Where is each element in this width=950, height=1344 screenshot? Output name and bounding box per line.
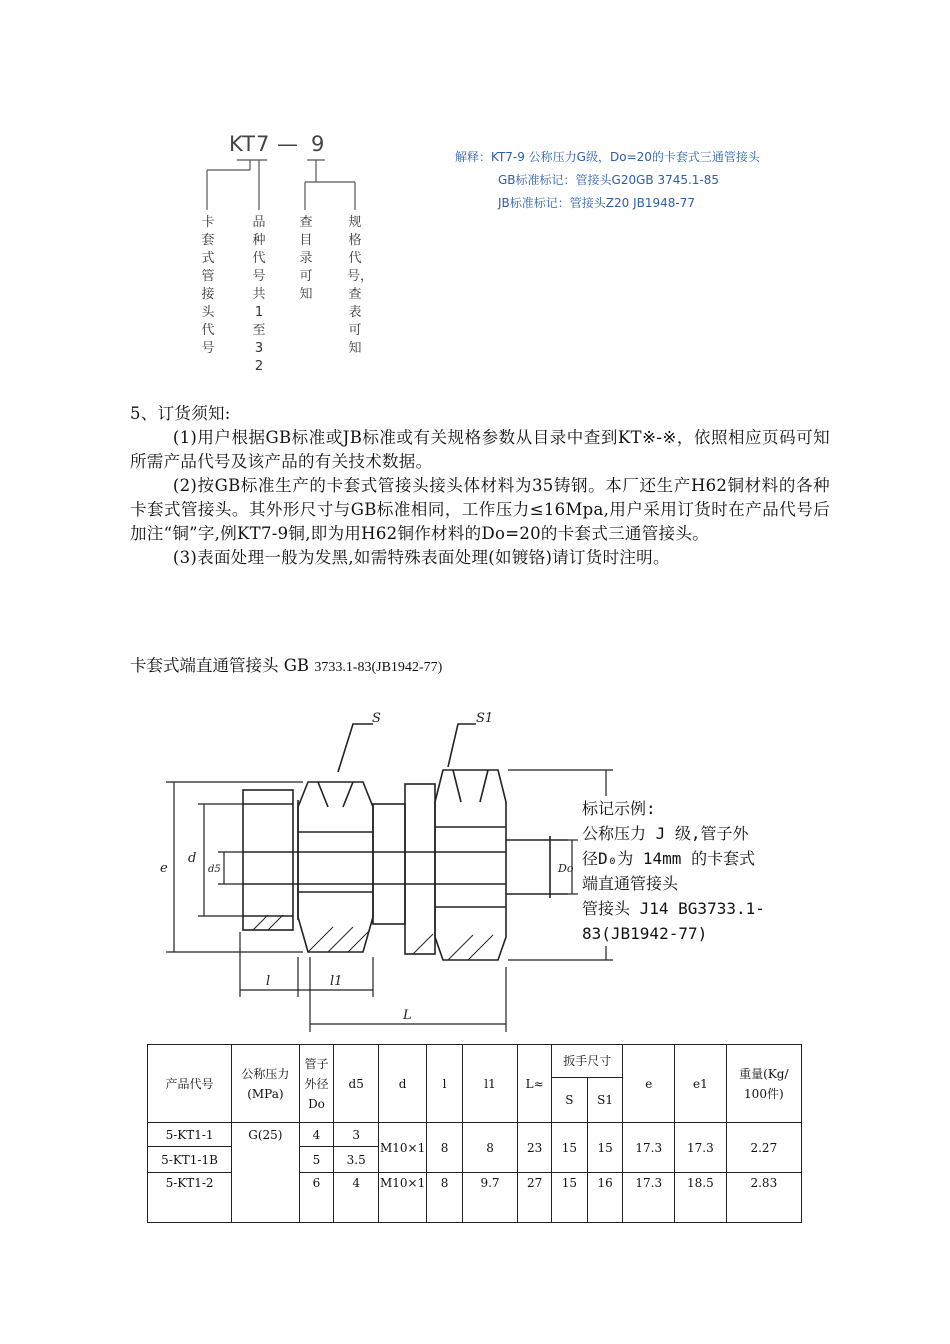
cell-L: 23 xyxy=(518,1123,552,1173)
explanation-line-3: JB标准标记：管接头Z20 JB1948-77 xyxy=(498,196,695,210)
section-heading xyxy=(130,652,442,676)
label-S1: S1 xyxy=(476,712,494,726)
order-notes xyxy=(130,402,830,570)
cell-weight: 2.27 xyxy=(726,1123,801,1173)
label-D0: Do xyxy=(558,862,574,875)
header-pressure-a: 公称压力 xyxy=(241,1066,290,1081)
header-od-b: 外径 xyxy=(304,1076,329,1091)
header-weight-a: 重量(Kg/ xyxy=(739,1066,789,1081)
cell-l1: 8 xyxy=(462,1123,517,1173)
marking-line-3: 径D₀为 14mm 的卡套式 xyxy=(582,849,756,868)
spec-table xyxy=(147,1044,802,1223)
cell-weight: 2.83 xyxy=(726,1173,801,1223)
marking-line-4: 端直通管接头 xyxy=(582,874,679,893)
label-d: d xyxy=(188,851,197,866)
header-e1: e1 xyxy=(675,1045,727,1123)
label-d5: d5 xyxy=(208,864,221,875)
order-notes-title: 5、订货须知: xyxy=(130,404,231,423)
cell-od: 5 xyxy=(299,1147,334,1173)
cell-pressure: G(25) xyxy=(232,1123,300,1223)
cell-l: 8 xyxy=(427,1123,463,1173)
header-od-a: 管子 xyxy=(304,1056,329,1071)
header-d: d xyxy=(378,1045,426,1123)
cell-S: 15 xyxy=(552,1123,588,1173)
code-column-1: 卡套式管接头代号 xyxy=(201,215,215,356)
cell-l1: 9.7 xyxy=(462,1173,517,1223)
cell-S1: 16 xyxy=(587,1173,623,1223)
label-l1: l1 xyxy=(330,974,343,989)
cell-e: 17.3 xyxy=(623,1123,675,1173)
order-note-1: (1)用户根据GB标准或JB标准或有关规格参数从目录中查到KT※-※，依照相应页码可知所需产品代号及该产品的有关技术数据。 xyxy=(130,428,830,471)
code-column-3: 查目录可知 xyxy=(299,215,313,302)
cell-code: 5-KT1-2 xyxy=(148,1173,232,1223)
order-note-2: (2)按GB标准生产的卡套式管接头接头体材料为35铸钢。本厂还生产H62铜材料的各种卡套式管接头。其外形尺寸与GB标准相同，工作压力≤16Mpa,用户采用订货时在产品代号后加注“铜”字,例KT7-9铜,即为用H62铜作材料的Do=20的卡套式三通管接头。 xyxy=(130,476,830,543)
label-e: e xyxy=(160,861,168,876)
code-column-4: 规格代号，查表可知 xyxy=(347,215,374,356)
explanation-line-2: GB标准标记：管接头G20GB 3745.1-85 xyxy=(498,173,720,187)
marking-line-5: 管接头 J14 BG3733.1- xyxy=(582,899,765,918)
cell-code: 5-KT1-1 xyxy=(148,1123,232,1147)
label-l: l xyxy=(266,974,271,989)
fitting-technical-drawing xyxy=(158,712,628,1042)
explanation-line-1: 解释：KT7-9 公称压力G级，Do=20的卡套式三通管接头 xyxy=(455,150,760,164)
header-S: S xyxy=(552,1078,588,1123)
table-row xyxy=(148,1123,802,1147)
cell-l: 8 xyxy=(427,1173,463,1223)
marking-line-2: 公称压力 J 级,管子外 xyxy=(582,824,749,843)
code-explanation xyxy=(455,146,760,215)
section-heading-standard: 3733.1-83(JB1942-77) xyxy=(314,660,443,675)
cell-e1: 17.3 xyxy=(675,1123,727,1173)
cell-e1: 18.5 xyxy=(675,1173,727,1223)
header-weight xyxy=(726,1045,801,1123)
header-pressure xyxy=(232,1045,300,1123)
marking-example xyxy=(582,796,817,946)
code-connector-lines xyxy=(195,130,395,220)
header-e: e xyxy=(623,1045,675,1123)
cell-od: 6 xyxy=(299,1173,334,1223)
cell-d5: 4 xyxy=(334,1173,379,1223)
code-prefix: KT7 xyxy=(229,132,271,156)
cell-L: 27 xyxy=(518,1173,552,1223)
cell-code: 5-KT1-1B xyxy=(148,1147,232,1173)
header-l1: l1 xyxy=(462,1045,517,1123)
header-pressure-b: (MPa) xyxy=(247,1086,284,1101)
section-heading-title: 卡套式端直通管接头 GB xyxy=(130,656,310,675)
header-code: 产品代号 xyxy=(148,1045,232,1123)
header-weight-b: 100件) xyxy=(744,1086,784,1101)
label-L: L xyxy=(403,1008,412,1023)
cell-d: M10×1 xyxy=(378,1173,426,1223)
header-od-c: Do xyxy=(308,1096,325,1111)
cell-S1: 15 xyxy=(587,1123,623,1173)
code-column-2: 品种代号共1至32 xyxy=(252,215,266,374)
header-od xyxy=(299,1045,334,1123)
header-wrench: 扳手尺寸 xyxy=(552,1045,623,1078)
header-l: l xyxy=(427,1045,463,1123)
cell-d: M10×1 xyxy=(378,1123,426,1173)
header-L: L≈ xyxy=(518,1045,552,1123)
label-S: S xyxy=(372,712,381,726)
header-S1: S1 xyxy=(587,1078,623,1123)
cell-od: 4 xyxy=(299,1123,334,1147)
marking-line-6: 83(JB1942-77) xyxy=(582,924,708,943)
order-note-3: (3)表面处理一般为发黑,如需特殊表面处理(如镀铬)请订货时注明。 xyxy=(172,548,670,567)
marking-line-1: 标记示例: xyxy=(582,799,656,818)
code-number: 9 xyxy=(311,132,326,156)
code-dash: — xyxy=(277,132,299,156)
cell-e: 17.3 xyxy=(623,1173,675,1223)
cell-S: 15 xyxy=(552,1173,588,1223)
cell-d5: 3 xyxy=(334,1123,379,1147)
cell-d5: 3.5 xyxy=(334,1147,379,1173)
product-code-diagram xyxy=(195,130,395,380)
header-d5: d5 xyxy=(334,1045,379,1123)
